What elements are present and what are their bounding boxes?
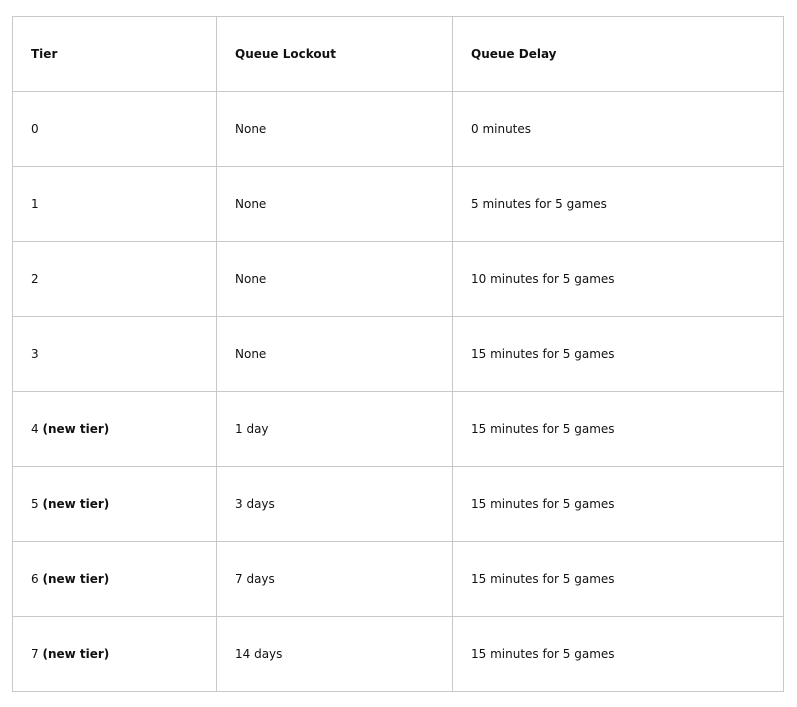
tier-value: 3 xyxy=(31,347,39,361)
delay-cell: 15 minutes for 5 games xyxy=(453,467,784,542)
lockout-cell: None xyxy=(217,242,453,317)
table-row xyxy=(13,92,784,167)
lockout-cell: 14 days xyxy=(217,617,453,692)
tier-value: 5 xyxy=(31,497,39,511)
lockout-cell: None xyxy=(217,317,453,392)
table-row xyxy=(13,242,784,317)
table-row xyxy=(13,617,784,692)
header-queue-lockout: Queue Lockout xyxy=(217,17,453,92)
delay-cell: 5 minutes for 5 games xyxy=(453,167,784,242)
tier-cell xyxy=(13,317,217,392)
tier-cell xyxy=(13,92,217,167)
delay-cell: 10 minutes for 5 games xyxy=(453,242,784,317)
tier-cell xyxy=(13,542,217,617)
table-row xyxy=(13,392,784,467)
delay-cell: 15 minutes for 5 games xyxy=(453,392,784,467)
tier-value: 7 xyxy=(31,647,39,661)
tier-value: 1 xyxy=(31,197,39,211)
tier-cell xyxy=(13,467,217,542)
lockout-cell: 1 day xyxy=(217,392,453,467)
lockout-cell: None xyxy=(217,92,453,167)
table-header-row xyxy=(13,17,784,92)
new-tier-tag: (new tier) xyxy=(42,497,110,511)
tier-value: 6 xyxy=(31,572,39,586)
delay-cell: 15 minutes for 5 games xyxy=(453,542,784,617)
tier-cell xyxy=(13,242,217,317)
tier-cell xyxy=(13,167,217,242)
table-container xyxy=(12,16,784,692)
table-row xyxy=(13,167,784,242)
tier-value: 0 xyxy=(31,122,39,136)
lockout-cell: 7 days xyxy=(217,542,453,617)
header-queue-delay: Queue Delay xyxy=(453,17,784,92)
tier-cell xyxy=(13,392,217,467)
new-tier-tag: (new tier) xyxy=(42,572,110,586)
table-row xyxy=(13,467,784,542)
tier-value: 2 xyxy=(31,272,39,286)
tier-cell xyxy=(13,617,217,692)
tier-value: 4 xyxy=(31,422,39,436)
tier-table xyxy=(12,16,784,692)
new-tier-tag: (new tier) xyxy=(42,422,110,436)
lockout-cell: 3 days xyxy=(217,467,453,542)
header-tier: Tier xyxy=(13,17,217,92)
delay-cell: 15 minutes for 5 games xyxy=(453,617,784,692)
delay-cell: 15 minutes for 5 games xyxy=(453,317,784,392)
table-row xyxy=(13,542,784,617)
lockout-cell: None xyxy=(217,167,453,242)
new-tier-tag: (new tier) xyxy=(42,647,110,661)
delay-cell: 0 minutes xyxy=(453,92,784,167)
table-row xyxy=(13,317,784,392)
